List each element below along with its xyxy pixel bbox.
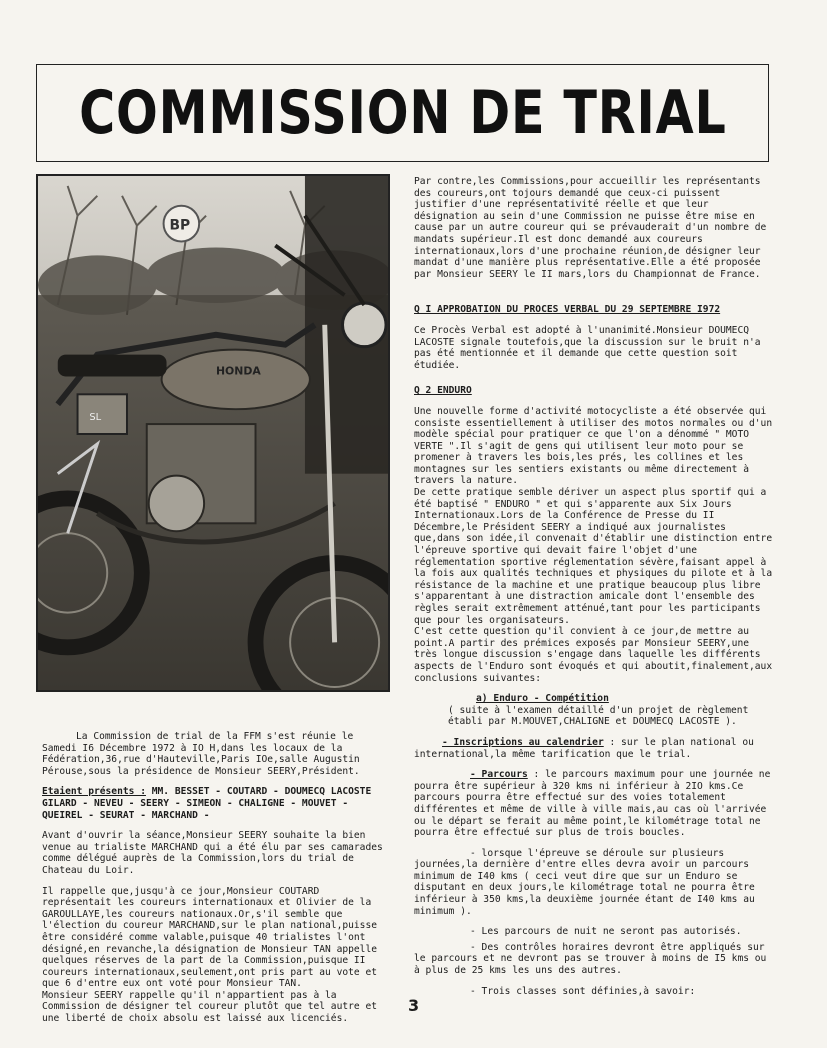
tank-brand-text: HONDA <box>215 364 261 378</box>
parcours-label: - Parcours <box>470 769 528 781</box>
night-paragraph: - Les parcours de nuit ne seront pas autorisés. <box>470 926 742 938</box>
enduro-competition-text: ( suite à l'examen détaillé d'un projet de règlement établi par M.MOUVET,CHALIGNE et DOUMECQ LACOSTE ). <box>448 704 749 728</box>
page-title: COMMISSION DE TRIAL <box>78 78 727 148</box>
inscriptions-text: : sur le plan national ou international,la même tarification que le trial. <box>414 736 754 760</box>
side-panel-text: SL <box>89 412 102 424</box>
parcours-text: : le parcours maximum pour une journée ne pourra être supérieur à 320 kms ni inférieur à 2IO kms.Ce parcours pourra être effectué sur des voies totalement différentes et même de ville à ville mais,au cas où l'arrivée ou le départ se ferait au même point,le kilométrage total ne pourra être effectué sur plus de trois boucles. <box>414 769 771 839</box>
q2-heading: Q 2 ENDURO <box>414 385 472 397</box>
q1-heading: Q I APPROBATION DU PROCES VERBAL DU 29 SEPTEMBRE I972 <box>414 304 721 316</box>
multi-day-paragraph: - lorsque l'épreuve se déroule sur plusieurs journées,la dernière d'entre elles devra avoir un parcours minimum de I40 kms ( ceci veut dire que sur un Enduro se disputant en deux jours,le kilométrage total ne pourra être inférieur à 350 kms,la deuxième journée étant de I40 kms au minimum ). <box>414 847 755 917</box>
present-names: MM. BESSET - COUTARD - DOUMECQ LACOSTE GILARD - NEVEU - SEERY - SIMEON - CHALIGNE - MOUVET - QUEIREL - SEURAT - MARCHAND - <box>42 786 372 821</box>
left-paragraph-3: Monsieur SEERY rappelle qu'il n'appartient pas à la Commission de désigner tel coureur plutôt que tel autre et une liberté de choix absolu est laissé aux licenciés. <box>42 989 378 1025</box>
enduro-competition-label: a) Enduro - Compétition <box>476 693 609 705</box>
enduro-competition-block <box>414 693 774 705</box>
right-paragraph-0: Par contre,les Commissions,pour accueillir les représentants des coureurs,ont tojours demandé que ceux-ci puissent justifier d'une représentativité réelle et que leur désignation au sein d'une Commission ne puisse être mise en cause par un autre coureur qui se prévauderait d'un nombre de mandats supérieur.Il est donc demandé aux coureurs internationaux,lors d'une prochaine réunion,de désigner leur mandat d'une manière plus représentative.Elle a été proposée par Monsieur SEERY le II mars,lors du Championnat de France. <box>414 176 767 280</box>
title-box <box>36 64 769 162</box>
left-paragraph-1: Avant d'ouvrir la séance,Monsieur SEERY souhaite la bien venue au trialiste MARCHAND qui a été élu par ses camarades comme délégué auprès de la Commission,lors du trial de Chateau du Loir. <box>42 830 383 876</box>
right-column <box>414 176 774 1006</box>
parcours-paragraph <box>414 769 774 839</box>
inscriptions-label: - Inscriptions au calendrier <box>442 736 604 748</box>
left-column <box>42 731 392 1034</box>
left-paragraph-2: Il rappelle que,jusqu'à ce jour,Monsieur COUTARD représentait les coureurs internationaux et Olivier de la GAROULLAYE,les coureurs nationaux.Or,s'il semble que l'élection du coureur MARCHAND,sur le plan national,puisse être considéré comme valable,puisque 40 trialistes l'ont désigné,en revanche,la désignation de Monsieur TAN appelle quelques réserves de la part de la Commission,puisque II coureurs internationaux,seulement,ont pris part au vote et que 6 d'entre eux ont voté pour Monsieur TAN. <box>42 885 378 990</box>
motorcycle-photo-graphic <box>38 176 388 690</box>
classes-paragraph: - Trois classes sont définies,à savoir: <box>470 985 696 997</box>
inscriptions-paragraph <box>414 737 774 760</box>
intro-paragraph: La Commission de trial de la FFM s'est réunie le Samedi I6 Décembre 1972 à IO H,dans les locaux de la Fédération,36,rue d'Hauteville,Paris IOe,salle Augustin Pérouse,sous la présidence de Monsieur SEERY,Président. <box>42 731 360 777</box>
q1-text: Ce Procès Verbal est adopté à l'unanimité.Monsieur DOUMECQ LACOSTE signale toutefois,que la discussion sur le bruit n'a pas été mentionnée et il demande que cette question soit étudiée. <box>414 324 761 371</box>
attendance-paragraph <box>42 786 392 821</box>
q2-paragraph-1: Une nouvelle forme d'activité motocycliste a été observée qui consiste essentiellement à utiliser des motos normales ou d'un modèle spécial pour pratiquer ce que l'on a dénommé " MOTO VERTE ".Il s'agit de gens qui utilisent leur moto pour se promener à travers les bois,les prés, les collines et les montagnes sur les sentiers existants ou même directement à travers la nature. <box>414 405 773 487</box>
honda-motorcycle-photo <box>36 174 390 692</box>
controls-paragraph: - Des contrôles horaires devront être appliqués sur le parcours et ne devront pas se trouver à moins de I5 kms ou à plus de 25 kms les uns des autres. <box>414 941 767 977</box>
page-number: 3 <box>408 996 420 1015</box>
q2-paragraph-2: De cette pratique semble dériver un aspect plus sportif qui a été baptisé " ENDURO " et qui s'apparente aux Six Jours Internationaux.Lors de la Conférence de Presse du II Décembre,le Président SEERY a indiqué aux journalistes que,dans son idée,il convenait d'établir une distinction entre l'épreuve sportive qui devait faire l'objet d'une réglementation sportive réglementation sévère,faisant appel à la fois aux qualités techniques et physiques du pilote et à la résistance de la machine et une pratique beaucoup plus libre s'apparentant à une distraction amicale dont l'ensemble des règles serait extrêmement atténué,tant pour les participants que pour les organisateurs. <box>414 487 773 626</box>
sign-text: BP <box>169 217 191 234</box>
present-label: Etaient présents : <box>42 786 146 798</box>
q2-paragraph-3: C'est cette question qu'il convient à ce jour,de mettre au point.A partir des prémices exposés par Monsieur SEERY,une très longue discussion s'engage dans laquelle les différents aspects de l'Enduro sont évoqués et qui aboutit,finalement,aux conclusions suivantes: <box>414 626 773 684</box>
